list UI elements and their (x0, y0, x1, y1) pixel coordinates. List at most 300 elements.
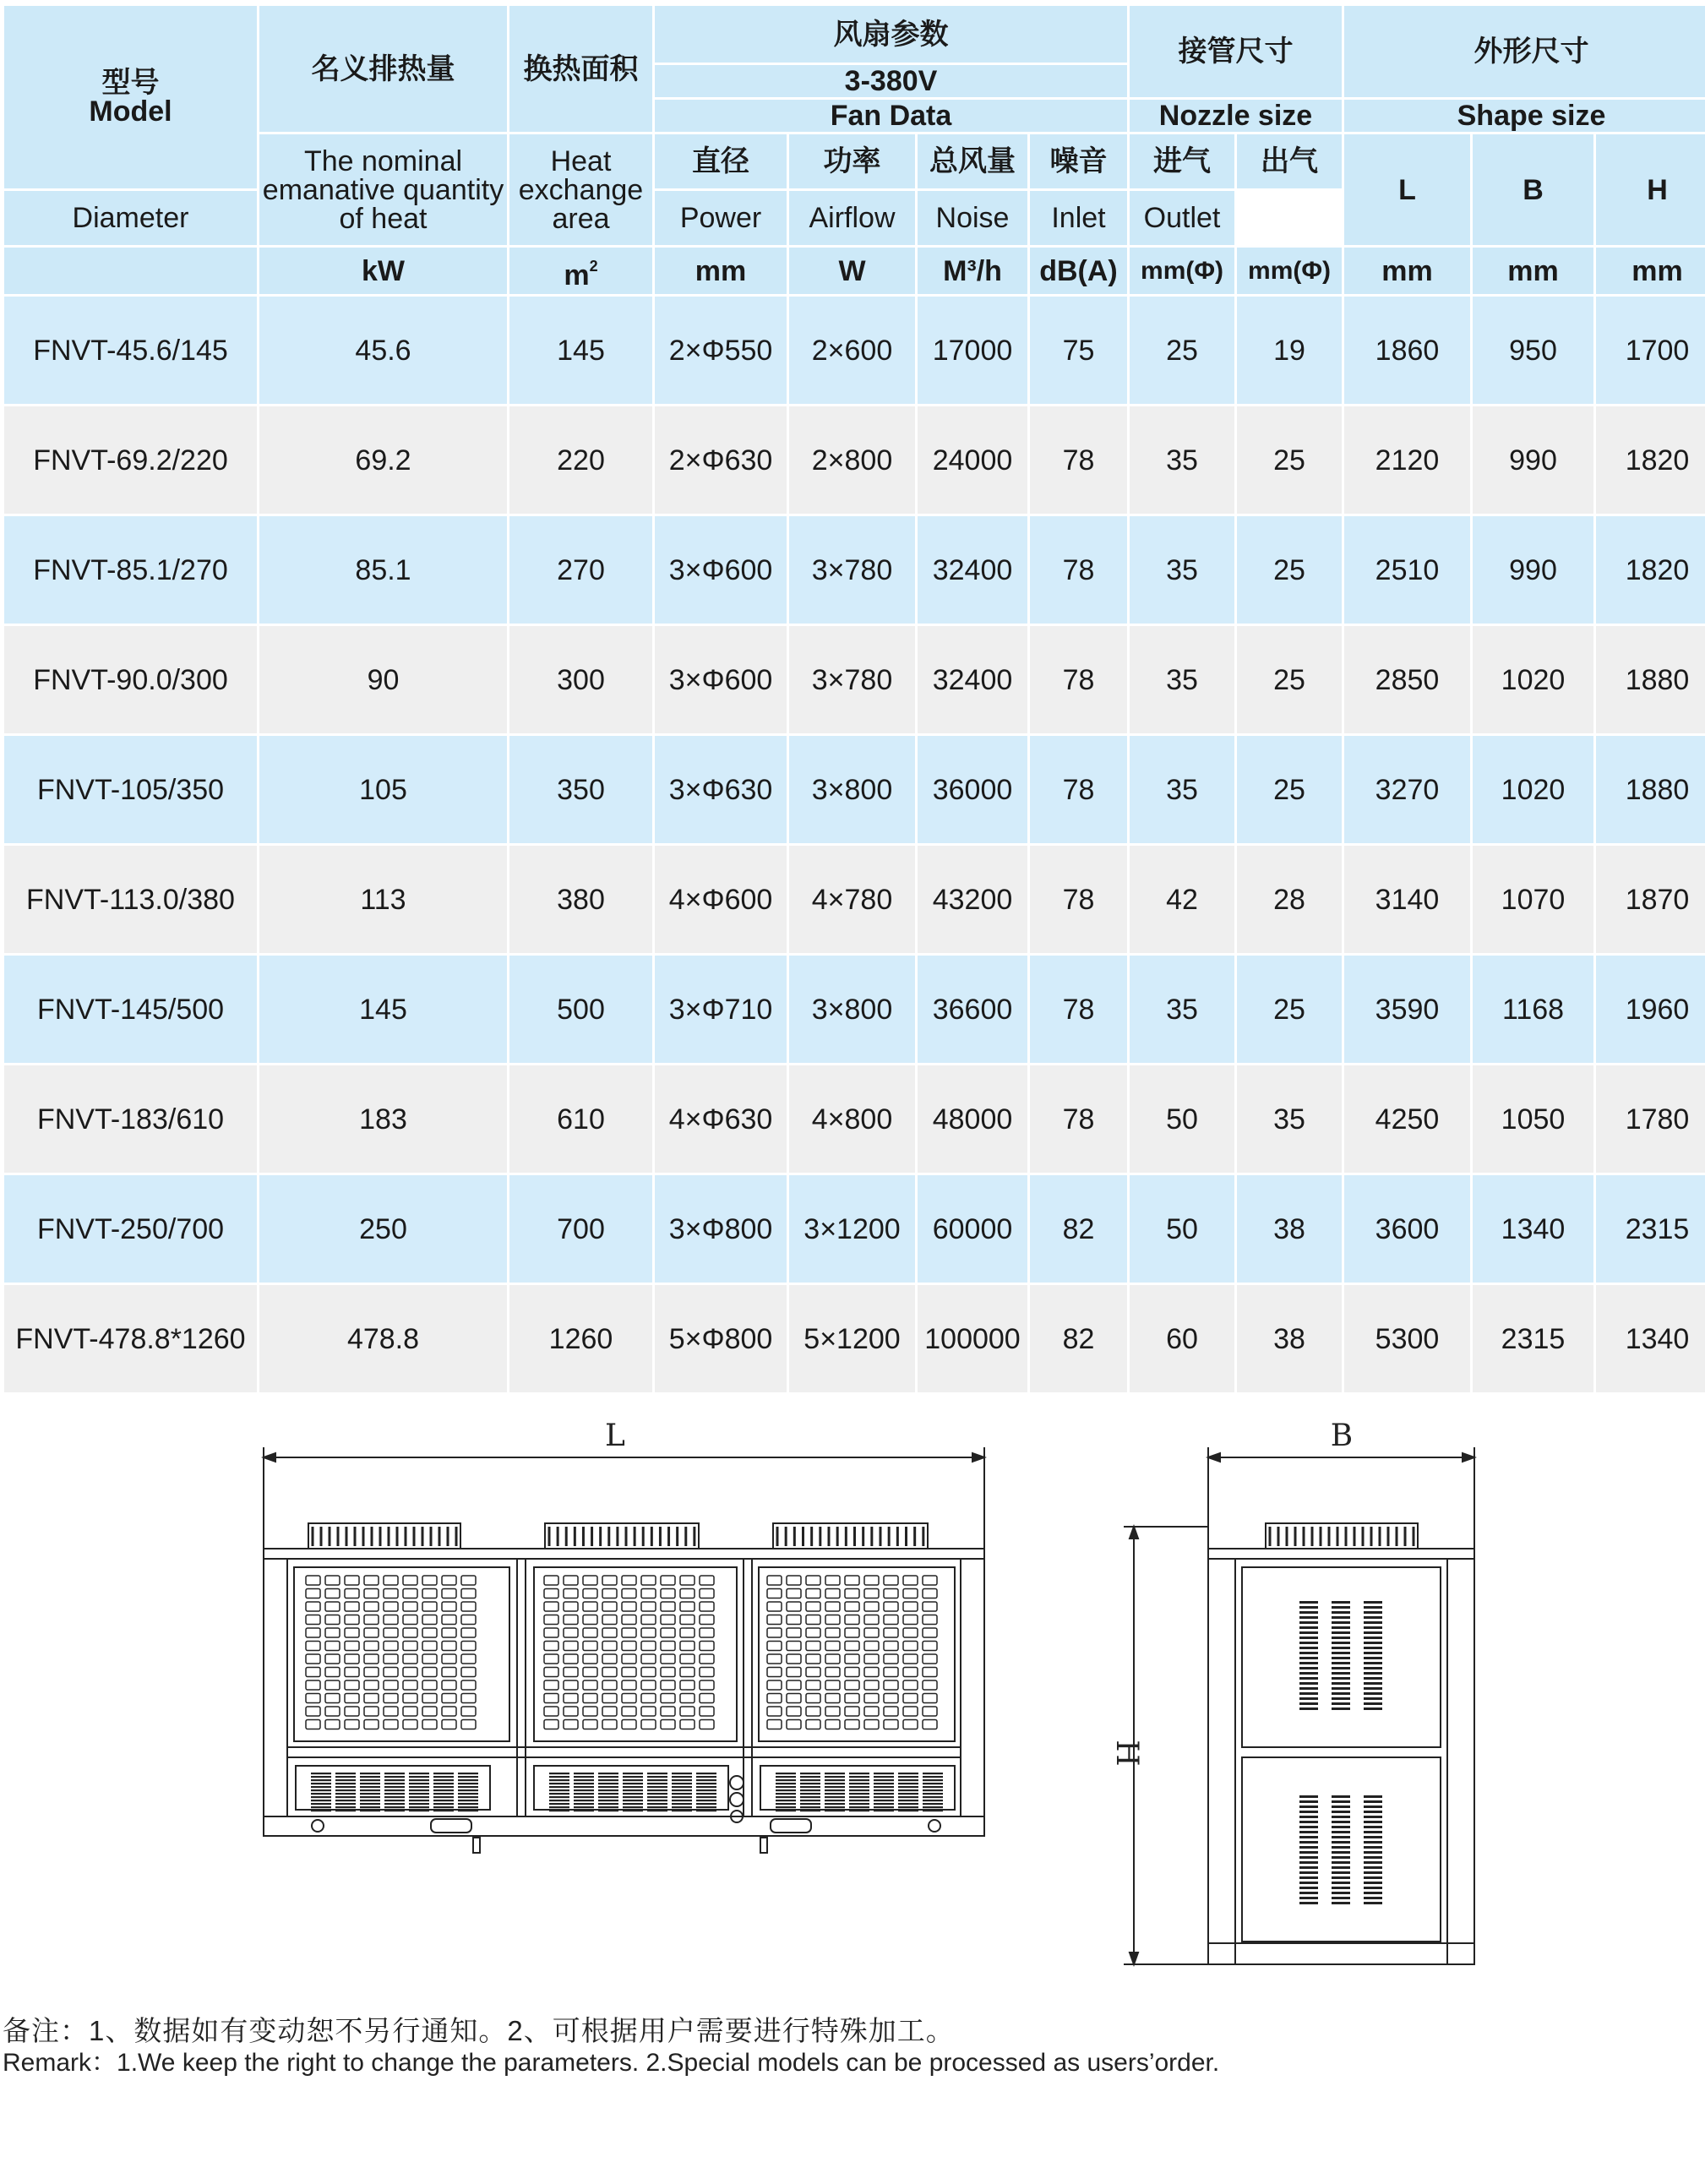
vent-slot (458, 1803, 478, 1805)
side-view (1124, 1447, 1474, 1964)
coil-cell (325, 1680, 340, 1690)
coil-cell (564, 1720, 578, 1729)
vent-slot (623, 1793, 643, 1795)
coil-cell (661, 1654, 675, 1664)
coil-cell (461, 1576, 476, 1585)
coil-cell (884, 1576, 898, 1585)
vent-slot (647, 1783, 667, 1784)
coil-cell (787, 1642, 801, 1651)
coil-cell (845, 1668, 859, 1677)
coil-cell (787, 1602, 801, 1611)
side-vent-slot (1364, 1795, 1382, 1798)
coil-cell (461, 1654, 476, 1664)
coil-cell (680, 1654, 695, 1664)
side-vent-slot (1364, 1897, 1382, 1899)
coil-cell (442, 1680, 456, 1690)
coil-cell (602, 1576, 617, 1585)
vent-slot (574, 1786, 594, 1788)
coil-cell (700, 1707, 714, 1716)
coil-cell (903, 1680, 918, 1690)
coil-cell (661, 1602, 675, 1611)
coil-cell (461, 1589, 476, 1599)
table-cell: 3×Φ630 (655, 736, 787, 843)
coil-cell (564, 1680, 578, 1690)
coil-cell (700, 1668, 714, 1677)
coil-cell (306, 1642, 320, 1651)
coil-cell (806, 1602, 820, 1611)
coil-cell (364, 1628, 379, 1637)
coil-cell (442, 1707, 456, 1716)
side-vent-slot (1299, 1672, 1318, 1675)
side-vent-slot (1332, 1677, 1350, 1680)
area-en-line2: exchange (518, 173, 644, 206)
coil-cell (923, 1680, 937, 1690)
table-cell: 35 (1130, 956, 1234, 1063)
vent-slot (360, 1779, 380, 1781)
coil-cell (564, 1589, 578, 1599)
coil-cell (680, 1602, 695, 1611)
vent-slot (825, 1783, 845, 1784)
vent-slot (549, 1793, 569, 1795)
side-vent-slot (1364, 1672, 1382, 1675)
vent-slot (360, 1786, 380, 1788)
table-row (4, 1175, 1705, 1283)
coil-cell (325, 1694, 340, 1703)
coil-cell (602, 1589, 617, 1599)
side-vent-slot (1332, 1841, 1350, 1844)
vent-slot (458, 1796, 478, 1798)
coil-cell (306, 1694, 320, 1703)
coil-cell (903, 1668, 918, 1677)
vent-slot (825, 1786, 845, 1788)
coil-cell (306, 1680, 320, 1690)
header-b: B (1473, 134, 1593, 245)
coil-cell (422, 1576, 437, 1585)
vent-slot (458, 1793, 478, 1795)
coil-cell (700, 1654, 714, 1664)
vent-slot (776, 1786, 796, 1788)
table-cell: FNVT-113.0/380 (4, 846, 257, 953)
vent-slot (311, 1793, 331, 1795)
side-vent-slot (1332, 1816, 1350, 1818)
coil-cell (641, 1707, 656, 1716)
table-cell: 25 (1237, 516, 1342, 624)
coil-cell (384, 1668, 398, 1677)
vent-slot (696, 1786, 716, 1788)
table-row (4, 846, 1705, 953)
side-vent-slot (1299, 1702, 1318, 1705)
coil-cell (680, 1680, 695, 1690)
coil-cell (364, 1707, 379, 1716)
coil-cell (903, 1589, 918, 1599)
vent-slot (360, 1810, 380, 1811)
coil-cell (864, 1707, 879, 1716)
vent-slot (776, 1776, 796, 1778)
coil-cell (787, 1628, 801, 1637)
table-cell: 3600 (1344, 1175, 1470, 1283)
vent-slot (433, 1806, 454, 1808)
coil-cell (403, 1642, 417, 1651)
vent-slot (433, 1793, 454, 1795)
coil-cell (345, 1720, 359, 1729)
table-cell: 478.8 (259, 1285, 507, 1392)
header-diameter-en: Diameter (4, 191, 257, 245)
table-cell: 2510 (1344, 516, 1470, 624)
coil-cell (806, 1576, 820, 1585)
vent-slot (923, 1793, 943, 1795)
vent-slot (360, 1776, 380, 1778)
coil-cell (325, 1615, 340, 1625)
table-cell: 1340 (1473, 1175, 1593, 1283)
vent-slot (825, 1796, 845, 1798)
vent-slot (311, 1779, 331, 1781)
vent-slot (898, 1800, 918, 1801)
table-cell: 3×1200 (789, 1175, 915, 1283)
header-area-en (509, 134, 652, 245)
table-row (4, 626, 1705, 733)
vent-slot (696, 1793, 716, 1795)
vent-slot (433, 1783, 454, 1784)
table-cell: 1168 (1473, 956, 1593, 1063)
coil-cell (564, 1654, 578, 1664)
table-cell: FNVT-85.1/270 (4, 516, 257, 624)
table-cell: 2315 (1473, 1285, 1593, 1392)
heat-en-line1: The nominal (303, 144, 463, 177)
coil-cell (306, 1628, 320, 1637)
vent-slot (647, 1800, 667, 1801)
coil-cell (325, 1589, 340, 1599)
side-vent-slot (1299, 1826, 1318, 1828)
vent-slot (623, 1776, 643, 1778)
unit-noise: dB(A) (1030, 248, 1127, 294)
coil-cell (564, 1694, 578, 1703)
header-fan-zh: 风扇参数 (655, 6, 1127, 63)
table-cell: FNVT-250/700 (4, 1175, 257, 1283)
table-cell: 78 (1030, 736, 1127, 843)
coil-cell (661, 1720, 675, 1729)
vent-slot (574, 1773, 594, 1774)
side-vent-slot (1299, 1606, 1318, 1609)
vent-slot (696, 1779, 716, 1781)
vent-slot (598, 1810, 618, 1811)
table-cell: 43200 (918, 846, 1027, 953)
side-vent-slot (1332, 1795, 1350, 1798)
table-cell: 270 (509, 516, 652, 624)
front-grilles (306, 1527, 943, 1811)
vent-slot (384, 1773, 405, 1774)
vent-slot (923, 1789, 943, 1791)
unit-inlet: mm(Φ) (1130, 248, 1234, 294)
vent-slot (409, 1806, 429, 1808)
vent-slot (335, 1776, 356, 1778)
table-cell: 610 (509, 1065, 652, 1173)
coil-cell (661, 1642, 675, 1651)
vent-slot (874, 1800, 894, 1801)
coil-cell (641, 1654, 656, 1664)
label-l: L (605, 1419, 625, 1453)
coil-cell (364, 1680, 379, 1690)
coil-cell (345, 1615, 359, 1625)
coil-cell (825, 1694, 840, 1703)
table-cell: 5×Φ800 (655, 1285, 787, 1392)
coil-cell (461, 1680, 476, 1690)
side-vent-slot (1332, 1626, 1350, 1629)
coil-cell (583, 1720, 597, 1729)
side-vent-slot (1332, 1831, 1350, 1833)
table-cell: 300 (509, 626, 652, 733)
coil-cell (364, 1694, 379, 1703)
vent-slot (335, 1773, 356, 1774)
coil-cell (442, 1668, 456, 1677)
coil-cell (422, 1628, 437, 1637)
coil-cell (364, 1602, 379, 1611)
vent-slot (335, 1786, 356, 1788)
vent-slot (776, 1793, 796, 1795)
coil-cell (806, 1654, 820, 1664)
side-vent-slot (1332, 1836, 1350, 1838)
table-row (4, 956, 1705, 1063)
vent-slot (409, 1786, 429, 1788)
coil-cell (806, 1615, 820, 1625)
vent-slot (898, 1776, 918, 1778)
coil-cell (923, 1615, 937, 1625)
vent-slot (849, 1783, 869, 1784)
side-vent-slot (1364, 1606, 1382, 1609)
header-l: L (1344, 134, 1470, 245)
vent-slot (672, 1776, 692, 1778)
side-vent-slot (1332, 1876, 1350, 1879)
coil-cell (767, 1720, 782, 1729)
side-vent-slot (1299, 1682, 1318, 1685)
side-vent-slot (1299, 1611, 1318, 1614)
side-vent-slot (1364, 1841, 1382, 1844)
vent-slot (433, 1773, 454, 1774)
header-outlet-en: Outlet (1130, 191, 1234, 245)
side-vent-slot (1299, 1707, 1318, 1710)
side-vent-slot (1299, 1831, 1318, 1833)
table-row (4, 297, 1705, 404)
coil-cell (364, 1589, 379, 1599)
vent-slot (874, 1773, 894, 1774)
coil-cell (422, 1654, 437, 1664)
coil-cell (923, 1720, 937, 1729)
vent-slot (409, 1789, 429, 1791)
coil-cell (903, 1615, 918, 1625)
coil-cell (845, 1602, 859, 1611)
coil-cell (384, 1576, 398, 1585)
coil-cell (825, 1668, 840, 1677)
vent-slot (623, 1786, 643, 1788)
vent-slot (647, 1776, 667, 1778)
side-vent-slot (1299, 1652, 1318, 1654)
vent-slot (923, 1810, 943, 1811)
table-cell: 35 (1237, 1065, 1342, 1173)
side-vent-slot (1299, 1811, 1318, 1813)
vent-slot (849, 1796, 869, 1798)
coil-cell (845, 1720, 859, 1729)
table-cell: 4×780 (789, 846, 915, 953)
vent-slot (458, 1779, 478, 1781)
coil-cell (864, 1615, 879, 1625)
vent-slot (672, 1773, 692, 1774)
vent-slot (574, 1796, 594, 1798)
vent-slot (458, 1783, 478, 1784)
coil-cell (461, 1602, 476, 1611)
unit-heat: kW (259, 248, 507, 294)
coil-cell (700, 1694, 714, 1703)
side-vent-slot (1332, 1692, 1350, 1695)
header-model (4, 6, 257, 188)
table-cell: 113 (259, 846, 507, 953)
coil-cell (384, 1589, 398, 1599)
coil-cell (384, 1602, 398, 1611)
table-cell: 380 (509, 846, 652, 953)
side-vent-slot (1299, 1677, 1318, 1680)
table-cell: 4×Φ600 (655, 846, 787, 953)
vent-slot (598, 1776, 618, 1778)
vent-slot (776, 1800, 796, 1801)
side-vent-slot (1332, 1606, 1350, 1609)
vent-slot (923, 1803, 943, 1805)
side-vent-slot (1299, 1897, 1318, 1899)
vent-slot (874, 1789, 894, 1791)
vent-slot (898, 1773, 918, 1774)
side-vent-slot (1299, 1616, 1318, 1619)
coil-cell (622, 1668, 636, 1677)
vent-slot (696, 1773, 716, 1774)
table-cell: 25 (1237, 406, 1342, 514)
vent-slot (549, 1803, 569, 1805)
vent-slot (696, 1800, 716, 1801)
coil-cell (364, 1668, 379, 1677)
coil-cell (622, 1576, 636, 1585)
coil-cell (364, 1654, 379, 1664)
coil-cell (845, 1576, 859, 1585)
coil-cell (622, 1694, 636, 1703)
coil-cell (461, 1615, 476, 1625)
coil-cell (884, 1680, 898, 1690)
coil-cell (544, 1680, 558, 1690)
coil-cell (544, 1602, 558, 1611)
side-vent-slot (1299, 1861, 1318, 1864)
side-vent-slot (1299, 1637, 1318, 1639)
side-vent-slot (1299, 1692, 1318, 1695)
vent-slot (598, 1793, 618, 1795)
table-cell: 4×800 (789, 1065, 915, 1173)
coil-cell (461, 1720, 476, 1729)
coil-cell (864, 1668, 879, 1677)
vent-slot (776, 1803, 796, 1805)
area-en-line3: area (552, 202, 610, 235)
coil-cell (767, 1576, 782, 1585)
coil-cell (700, 1642, 714, 1651)
side-vent-slot (1364, 1882, 1382, 1884)
vent-slot (923, 1796, 943, 1798)
table-cell: 50 (1130, 1175, 1234, 1283)
vent-slot (647, 1773, 667, 1774)
side-vent-slot (1299, 1821, 1318, 1823)
side-vent-slot (1299, 1876, 1318, 1879)
coil-cell (622, 1720, 636, 1729)
coil-cell (306, 1602, 320, 1611)
side-vent-slot (1364, 1856, 1382, 1859)
coil-cell (661, 1628, 675, 1637)
vent-slot (360, 1800, 380, 1801)
coil-cell (767, 1654, 782, 1664)
coil-cell (583, 1589, 597, 1599)
side-vent-slot (1299, 1687, 1318, 1690)
table-cell: 32400 (918, 626, 1027, 733)
coil-cell (564, 1615, 578, 1625)
table-cell: 2850 (1344, 626, 1470, 733)
vent-slot (672, 1786, 692, 1788)
side-vent-slot (1332, 1657, 1350, 1659)
side-vent-slot (1332, 1707, 1350, 1710)
unit-b: mm (1473, 248, 1593, 294)
side-vent-slot (1364, 1626, 1382, 1629)
header-inlet-en: Inlet (1030, 191, 1127, 245)
coil-cell (864, 1602, 879, 1611)
vent-slot (549, 1789, 569, 1791)
side-vent-slot (1332, 1892, 1350, 1894)
vent-slot (647, 1796, 667, 1798)
side-vent-slot (1364, 1871, 1382, 1874)
coil-cell (564, 1707, 578, 1716)
vent-slot (574, 1776, 594, 1778)
coil-cell (306, 1576, 320, 1585)
side-vent-slot (1364, 1621, 1382, 1624)
vent-slot (623, 1789, 643, 1791)
coil-cell (364, 1720, 379, 1729)
vent-slot (598, 1806, 618, 1808)
vent-slot (598, 1773, 618, 1774)
vent-slot (311, 1810, 331, 1811)
vent-slot (598, 1796, 618, 1798)
coil-cell (864, 1694, 879, 1703)
unit-power: W (789, 248, 915, 294)
vent-slot (898, 1803, 918, 1805)
vent-slot (776, 1779, 796, 1781)
vent-slot (311, 1806, 331, 1808)
coil-cell (422, 1668, 437, 1677)
vent-slot (335, 1783, 356, 1784)
area-en-line1: Heat (550, 144, 612, 177)
coil-cell (325, 1628, 340, 1637)
vent-slot (874, 1806, 894, 1808)
coil-cell (825, 1589, 840, 1599)
coil-cell (622, 1707, 636, 1716)
coil-cell (583, 1654, 597, 1664)
vent-slot (874, 1796, 894, 1798)
coil-cell (767, 1628, 782, 1637)
vent-slot (549, 1800, 569, 1801)
vent-slot (800, 1773, 820, 1774)
header-shape-zh: 外形尺寸 (1344, 6, 1705, 97)
coil-cell (544, 1720, 558, 1729)
coil-cell (787, 1707, 801, 1716)
side-vent-slot (1332, 1887, 1350, 1889)
table-cell: FNVT-69.2/220 (4, 406, 257, 514)
coil-cell (903, 1694, 918, 1703)
vent-slot (874, 1783, 894, 1784)
vent-slot (849, 1789, 869, 1791)
coil-cell (923, 1589, 937, 1599)
vent-slot (672, 1783, 692, 1784)
side-vent-slot (1299, 1647, 1318, 1649)
table-cell: 42 (1130, 846, 1234, 953)
table-cell: 38 (1237, 1175, 1342, 1283)
vent-slot (800, 1793, 820, 1795)
